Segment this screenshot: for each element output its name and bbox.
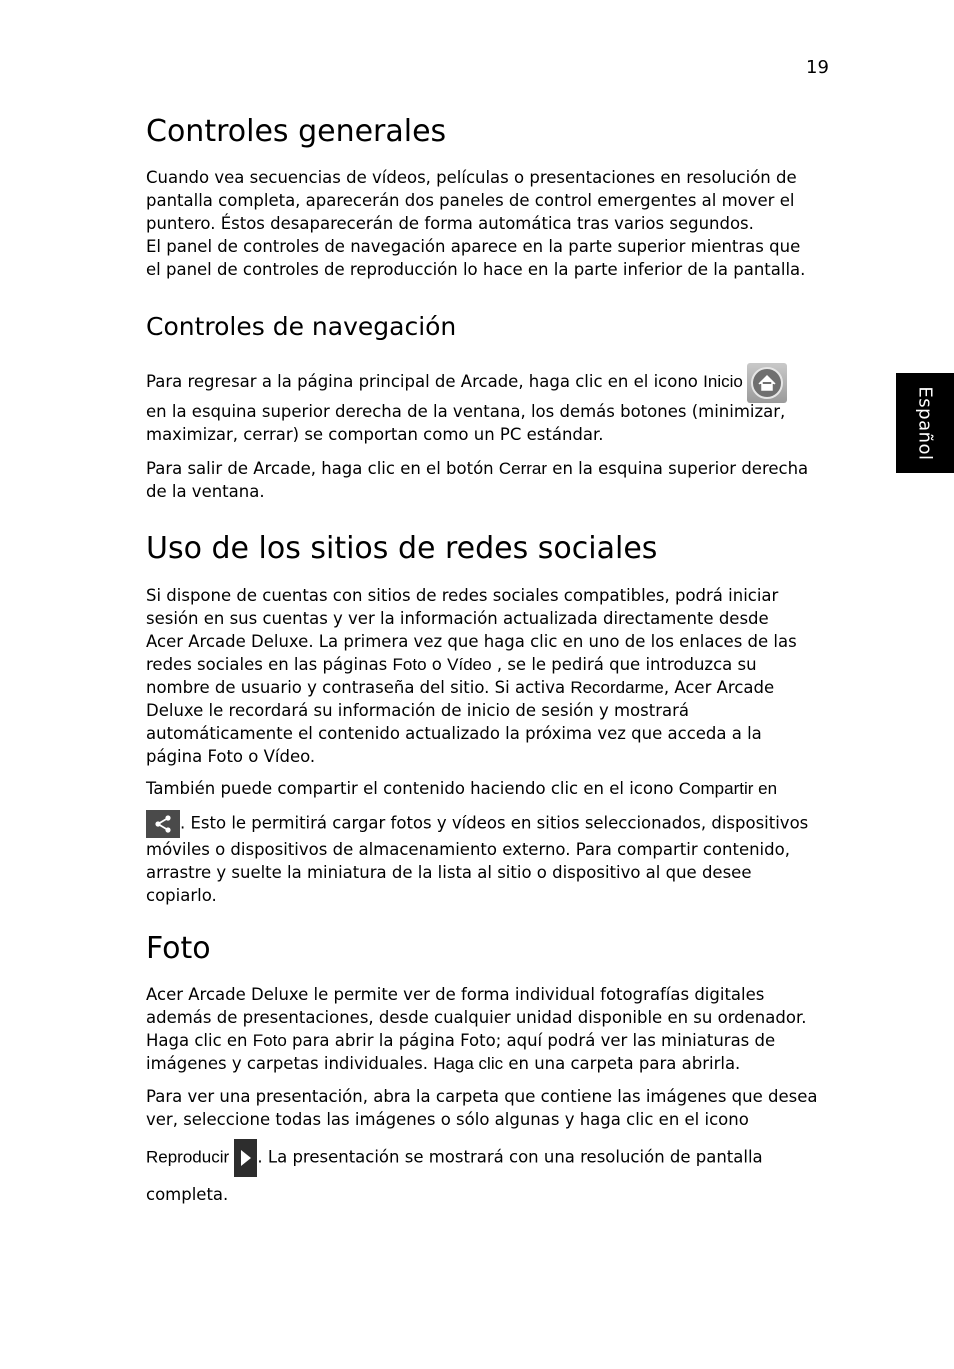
language-tab: [896, 373, 954, 473]
keyword-foto: Foto: [392, 655, 427, 674]
paragraph-social-1: [146, 584, 836, 768]
paragraph-general: [146, 166, 836, 281]
text-line: Deluxe le recordará su información de inicio de sesión y mostrará: [146, 701, 689, 720]
text-line: Para ver una presentación, abra la carpeta que contiene las imágenes que desea: [146, 1087, 818, 1106]
text-line: completa.: [146, 1185, 229, 1204]
heading-foto: Foto: [146, 931, 211, 966]
text-line: puntero. Éstos desaparecerán de forma automática tras varios segundos.: [146, 214, 754, 233]
text-line: . Esto le permitirá cargar fotos y vídeos en sitios seleccionados, dispositivos: [146, 810, 836, 838]
paragraph-photo-2: [146, 1085, 836, 1206]
text-line: Para regresar a la página principal de Arcade, haga clic en el icono Inicio: [146, 360, 836, 400]
text-line: el panel de controles de reproducción lo hace en la parte inferior de la pantalla.: [146, 260, 806, 279]
text-line: Si dispone de cuentas con sitios de redes sociales compatibles, podrá iniciar: [146, 586, 779, 605]
text-line: ver, seleccione todas las imágenes o sólo algunas y haga clic en el icono: [146, 1110, 749, 1129]
text-line: imágenes y carpetas individuales. Haga clic en una carpeta para abrirla.: [146, 1054, 741, 1073]
play-icon: [234, 1139, 257, 1177]
text-line: en la esquina superior derecha de la ventana, los demás botones (minimizar,: [146, 402, 786, 421]
heading-redes-sociales: Uso de los sitios de redes sociales: [146, 531, 658, 566]
text-line: Cuando vea secuencias de vídeos, películas o presentaciones en resolución de: [146, 168, 797, 187]
share-icon: [146, 810, 180, 838]
paragraph-social-2: [146, 777, 836, 907]
keyword-inicio: Inicio: [703, 372, 743, 391]
heading-controles-navegacion: Controles de navegación: [146, 312, 457, 341]
text-line: redes sociales en las páginas Foto o Vídeo , se le pedirá que introduzca su: [146, 655, 757, 674]
text-line: de la ventana.: [146, 482, 265, 501]
text-line: También puede compartir el contenido haciendo clic en el icono Compartir en: [146, 779, 778, 798]
text-line: móviles o dispositivos de almacenamiento externo. Para compartir contenido,: [146, 840, 790, 859]
text-line: Reproducir . La presentación se mostrará con una resolución de pantalla: [146, 1139, 836, 1177]
text-line: automáticamente el contenido actualizado la próxima vez que acceda a la: [146, 724, 762, 743]
paragraph-nav-close: [146, 457, 836, 503]
keyword-cerrar: Cerrar: [498, 459, 548, 478]
keyword-recordarme: Recordarme: [570, 678, 664, 697]
heading-controles-generales: Controles generales: [146, 114, 447, 149]
home-icon: [747, 363, 787, 403]
text-line: Haga clic en Foto para abrir la página Foto; aquí podrá ver las miniaturas de: [146, 1031, 776, 1050]
text-line: Acer Arcade Deluxe. La primera vez que haga clic en uno de los enlaces de las: [146, 632, 797, 651]
text-line: arrastre y suelte la miniatura de la lista al sitio o dispositivo al que desee: [146, 863, 752, 882]
keyword-foto: Foto: [252, 1031, 287, 1050]
text-line: Para salir de Arcade, haga clic en el botón Cerrar en la esquina superior derecha: [146, 459, 809, 478]
text-line: nombre de usuario y contraseña del sitio. Si activa Recordarme, Acer Arcade: [146, 678, 775, 697]
text-line: maximizar, cerrar) se comportan como un PC estándar.: [146, 425, 604, 444]
text-line: sesión en sus cuentas y ver la información actualizada directamente desde: [146, 609, 769, 628]
language-tab-label: Español: [914, 385, 936, 461]
text-line: El panel de controles de navegación aparece en la parte superior mientras que: [146, 237, 801, 256]
text-line: página Foto o Vídeo.: [146, 747, 316, 766]
paragraph-nav-home: [146, 360, 836, 446]
paragraph-photo-1: [146, 983, 836, 1075]
text-line: además de presentaciones, desde cualquier unidad disponible en su ordenador.: [146, 1008, 807, 1027]
page-number: 19: [806, 57, 829, 78]
keyword-video: Vídeo: [447, 655, 492, 674]
keyword-haga-clic: Haga clic: [433, 1054, 504, 1073]
keyword-compartir-en: Compartir en: [678, 779, 778, 798]
keyword-reproducir: Reproducir: [146, 1147, 230, 1167]
text-line: Acer Arcade Deluxe le permite ver de forma individual fotografías digitales: [146, 985, 765, 1004]
text-line: copiarlo.: [146, 886, 217, 905]
text-line: pantalla completa, aparecerán dos paneles de control emergentes al mover el: [146, 191, 795, 210]
